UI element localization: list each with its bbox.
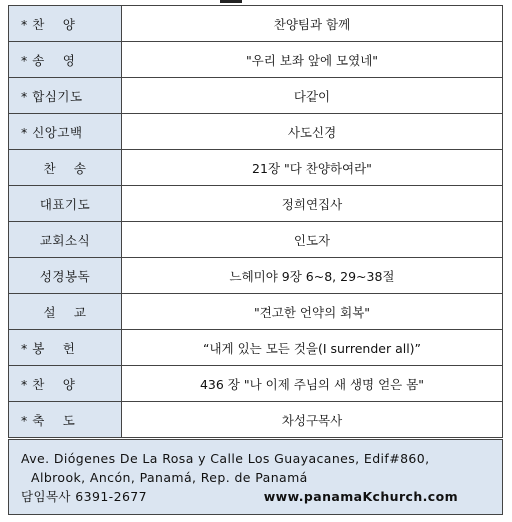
row-value: 찬양팀과 함께 <box>122 6 503 42</box>
website-link[interactable]: www.panamaKchurch.com <box>263 489 458 504</box>
table-row <box>9 42 503 78</box>
row-label: * 찬 양 <box>9 366 122 402</box>
row-value: "견고한 언약의 회복" <box>122 294 503 330</box>
row-label: * 축 도 <box>9 402 122 438</box>
row-label: * 합심기도 <box>9 78 122 114</box>
table-row <box>9 6 503 42</box>
address-line-2: Albrook, Ancón, Panamá, Rep. de Panamá <box>31 470 308 485</box>
address-line-1: Ave. Diógenes De La Rosa y Calle Los Guayacanes, Edif#860, <box>21 451 430 466</box>
contact-line <box>21 487 490 506</box>
row-label: 찬 송 <box>9 150 122 186</box>
row-label: 설 교 <box>9 294 122 330</box>
table-row <box>9 366 503 402</box>
row-value: 인도자 <box>122 222 503 258</box>
row-label: 대표기도 <box>9 186 122 222</box>
row-value: “내게 있는 모든 것을(I surrender all)” <box>122 330 503 366</box>
table-row <box>9 222 503 258</box>
row-label: 교회소식 <box>9 222 122 258</box>
row-value: 다같이 <box>122 78 503 114</box>
table-row <box>9 114 503 150</box>
table-row <box>9 402 503 438</box>
row-label: 성경봉독 <box>9 258 122 294</box>
table-row <box>9 150 503 186</box>
worship-order-table <box>8 5 503 438</box>
table-row <box>9 258 503 294</box>
table-row <box>9 78 503 114</box>
row-value: 21장 "다 찬양하여라" <box>122 150 503 186</box>
row-value: 차성구목사 <box>122 402 503 438</box>
row-label: * 봉 헌 <box>9 330 122 366</box>
row-value: 436 장 "나 이제 주님의 새 생명 얻은 몸" <box>122 366 503 402</box>
pastor-phone: 담임목사 6391-2677 <box>21 489 148 504</box>
row-value: 정희연집사 <box>122 186 503 222</box>
row-label: * 찬 양 <box>9 6 122 42</box>
row-label: * 신앙고백 <box>9 114 122 150</box>
row-value: 사도신경 <box>122 114 503 150</box>
row-value: "우리 보좌 앞에 모였네" <box>122 42 503 78</box>
top-divider-mark <box>220 0 242 3</box>
table-row <box>9 330 503 366</box>
row-label: * 송 영 <box>9 42 122 78</box>
row-value: 느헤미야 9장 6~8, 29~38절 <box>122 258 503 294</box>
table-row <box>9 294 503 330</box>
table-row <box>9 186 503 222</box>
church-info-footer <box>8 439 503 515</box>
